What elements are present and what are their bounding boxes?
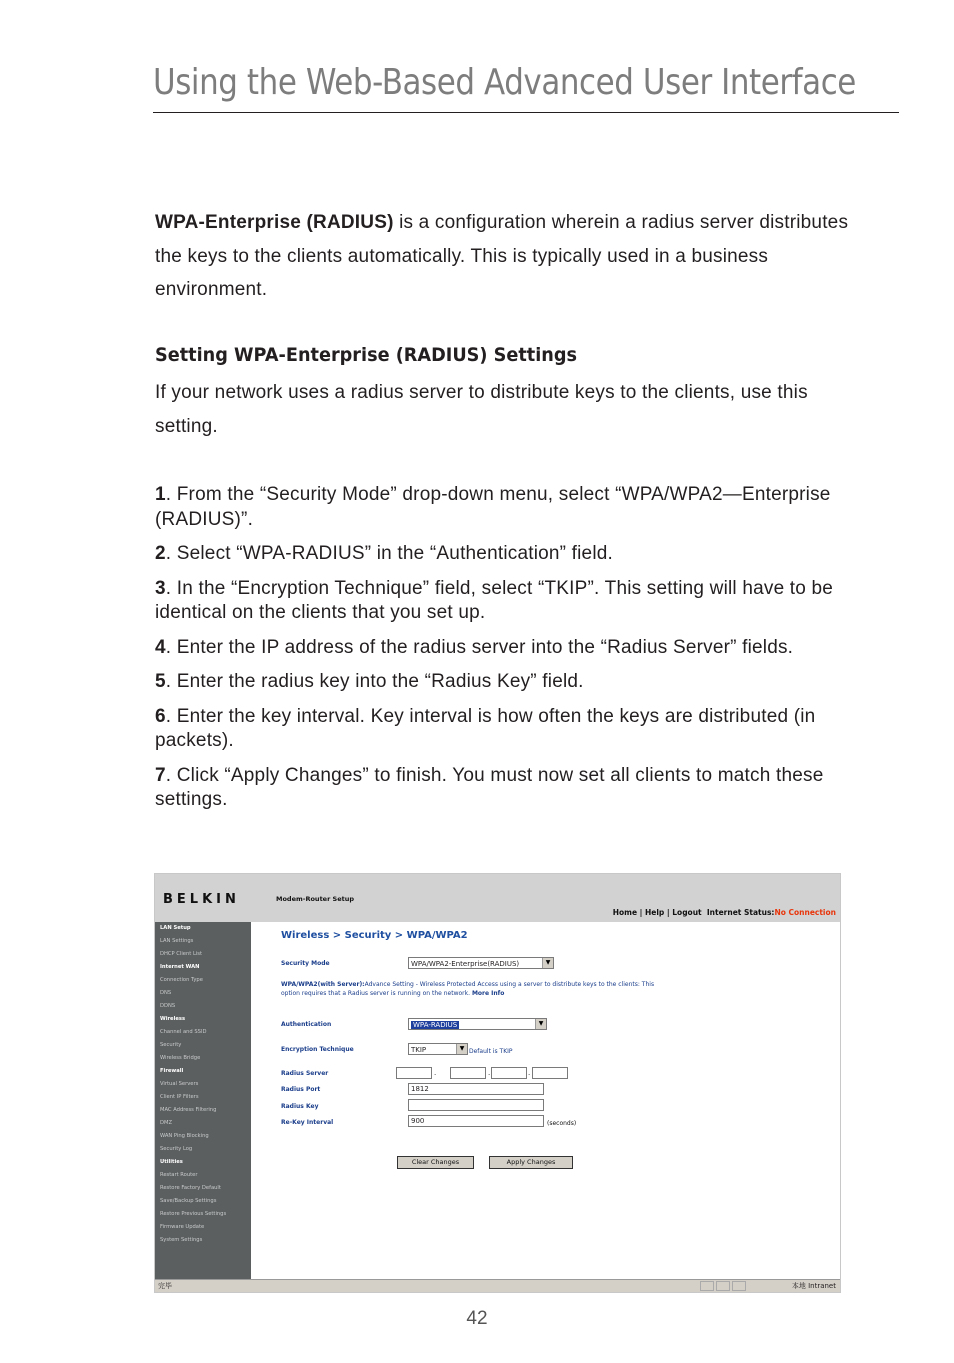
radius-key-label: Radius Key — [281, 1103, 319, 1110]
step-number: 2 — [155, 543, 166, 564]
belkin-logo: BELKIN — [163, 892, 240, 907]
router-screenshot — [154, 873, 841, 1293]
encryption-hint: Default is TKIP — [469, 1048, 513, 1055]
radius-key-input[interactable] — [408, 1099, 544, 1111]
router-header-bar — [155, 874, 840, 922]
nav-links[interactable]: Home | Help | Logout — [612, 908, 702, 917]
sidebar-item[interactable]: Virtual Servers — [160, 1081, 199, 1087]
status-cell — [700, 1281, 714, 1291]
step-item — [155, 670, 855, 695]
sidebar-section-heading: Utilities — [160, 1159, 183, 1165]
internet-status-value: No Connection — [774, 908, 836, 917]
section-paragraph: If your network uses a radius server to distribute keys to the clients, use this setting. — [155, 382, 808, 437]
steps-list — [155, 483, 855, 823]
more-info-link[interactable]: More Info — [471, 990, 505, 997]
status-zone: 本地 Intranet — [791, 1282, 836, 1290]
header-rule — [153, 112, 899, 113]
intro-bold-term: WPA-Enterprise (RADIUS) — [155, 212, 394, 233]
sidebar-item[interactable]: Save/Backup Settings — [160, 1198, 217, 1204]
breadcrumb: Wireless > Security > WPA/WPA2 — [281, 930, 468, 941]
step-number: 5 — [155, 671, 166, 692]
rekey-interval-input[interactable]: 900 — [408, 1115, 544, 1127]
step-text: . From the “Security Mode” drop-down menu, select “WPA/WPA2—Enterprise (RADIUS)”. — [155, 484, 831, 530]
ip-dot: . — [528, 1069, 531, 1077]
mode-description: WPA/WPA2(with Server):Advance Setting - Wireless Protected Access using a server to distribute keys to the clients: This option requires that a Radius server is running on the network. More Info — [281, 981, 655, 997]
radius-server-label: Radius Server — [281, 1070, 329, 1077]
sidebar-item[interactable]: Security Log — [160, 1146, 193, 1152]
sidebar-section-heading: LAN Setup — [160, 925, 191, 931]
sidebar-item[interactable]: LAN Settings — [160, 938, 194, 944]
rekey-interval-label: Re-Key Interval — [281, 1119, 334, 1126]
sidebar-item[interactable]: Restart Router — [160, 1172, 198, 1178]
chevron-down-icon: ▼ — [456, 1044, 467, 1054]
sidebar-item[interactable]: DMZ — [160, 1120, 173, 1126]
authentication-label: Authentication — [281, 1021, 332, 1028]
step-number: 7 — [155, 764, 166, 786]
encryption-technique-label: Encryption Technique — [281, 1046, 354, 1053]
sidebar-item[interactable]: Restore Previous Settings — [160, 1211, 227, 1217]
clear-changes-button[interactable]: Clear Changes — [397, 1156, 474, 1169]
section-heading: Setting WPA-Enterprise (RADIUS) Settings — [155, 344, 578, 366]
security-mode-label: Security Mode — [281, 960, 330, 967]
sidebar-item[interactable]: System Settings — [160, 1237, 203, 1243]
intro-paragraph — [155, 206, 855, 307]
step-number: 3 — [155, 577, 166, 599]
sidebar-item[interactable]: Security — [160, 1042, 182, 1048]
sidebar-item[interactable]: Restore Factory Default — [160, 1185, 221, 1191]
step-text: . Enter the radius key into the “Radius Key” field. — [165, 671, 584, 692]
intro-text: is a configuration wherein a radius server distributes the keys to the clients automatically. This is typically used in a business environment. — [155, 212, 849, 300]
sidebar-item[interactable]: Firmware Update — [160, 1224, 205, 1230]
chevron-down-icon: ▼ — [542, 958, 553, 968]
sidebar-item[interactable]: DNS — [160, 990, 172, 996]
page-number: 42 — [466, 1308, 488, 1329]
internet-status-label: Internet Status: — [706, 908, 775, 917]
step-item — [155, 636, 855, 661]
sidebar-section-heading: Firewall — [160, 1068, 184, 1074]
step-number: 1 — [155, 484, 166, 505]
chevron-down-icon: ▼ — [535, 1019, 546, 1029]
step-text: . Enter the IP address of the radius server into the “Radius Server” fields. — [165, 636, 794, 658]
step-item — [155, 705, 855, 754]
sidebar-item[interactable]: Wireless Bridge — [160, 1055, 201, 1061]
step-item — [155, 542, 855, 567]
page-header-title: Using the Web-Based Advanced User Interface — [153, 62, 856, 103]
sidebar-item[interactable]: MAC Address Filtering — [160, 1107, 217, 1113]
encryption-select[interactable]: TKIP ▼ — [408, 1043, 468, 1055]
radius-server-octet-3[interactable] — [491, 1067, 527, 1079]
sidebar-item[interactable]: DDNS — [160, 1003, 176, 1009]
router-main-panel — [251, 922, 840, 1280]
security-mode-select[interactable]: WPA/WPA2-Enterprise(RADIUS) ▼ — [408, 957, 554, 969]
status-cell — [716, 1281, 730, 1291]
status-left: 完毕 — [158, 1282, 172, 1290]
radius-server-octet-1[interactable] — [396, 1067, 432, 1079]
sidebar-item[interactable]: WAN Ping Blocking — [160, 1133, 209, 1139]
sidebar-section-heading: Wireless — [160, 1016, 186, 1022]
status-cell — [732, 1281, 746, 1291]
rekey-unit: (seconds) — [547, 1120, 577, 1127]
radius-port-input[interactable]: 1812 — [408, 1083, 544, 1095]
step-text: . Enter the key interval. Key interval is how often the keys are distributed (in packets). — [155, 705, 816, 751]
router-top-nav — [613, 908, 836, 917]
step-item — [155, 764, 855, 813]
step-number: 6 — [155, 705, 166, 727]
step-text: . Select “WPA-RADIUS” in the “Authentication” field. — [165, 543, 613, 564]
step-item — [155, 483, 855, 532]
authentication-select[interactable]: WPA-RADIUS ▼ — [408, 1018, 547, 1030]
ip-dot: . — [434, 1069, 437, 1077]
router-sidebar — [155, 922, 251, 1280]
router-app-title: Modem-Router Setup — [276, 895, 355, 903]
sidebar-item[interactable]: Channel and SSID — [160, 1029, 207, 1035]
step-item — [155, 577, 855, 626]
radius-port-label: Radius Port — [281, 1086, 321, 1093]
step-number: 4 — [155, 636, 166, 658]
step-text: . Click “Apply Changes” to finish. You must now set all clients to match these settings. — [155, 764, 824, 810]
sidebar-item[interactable]: Client IP Filters — [160, 1094, 199, 1100]
ip-dot: . — [488, 1069, 491, 1077]
step-text: . In the “Encryption Technique” field, select “TKIP”. This setting will have to be identical on the clients that you set up. — [155, 577, 834, 623]
sidebar-item[interactable]: DHCP Client List — [160, 951, 203, 957]
radius-server-octet-4[interactable] — [532, 1067, 568, 1079]
browser-status-bar — [155, 1279, 840, 1292]
sidebar-section-heading: Internet WAN — [160, 964, 200, 970]
radius-server-octet-2[interactable] — [450, 1067, 486, 1079]
apply-changes-button[interactable]: Apply Changes — [489, 1156, 573, 1169]
sidebar-item[interactable]: Connection Type — [160, 977, 203, 983]
